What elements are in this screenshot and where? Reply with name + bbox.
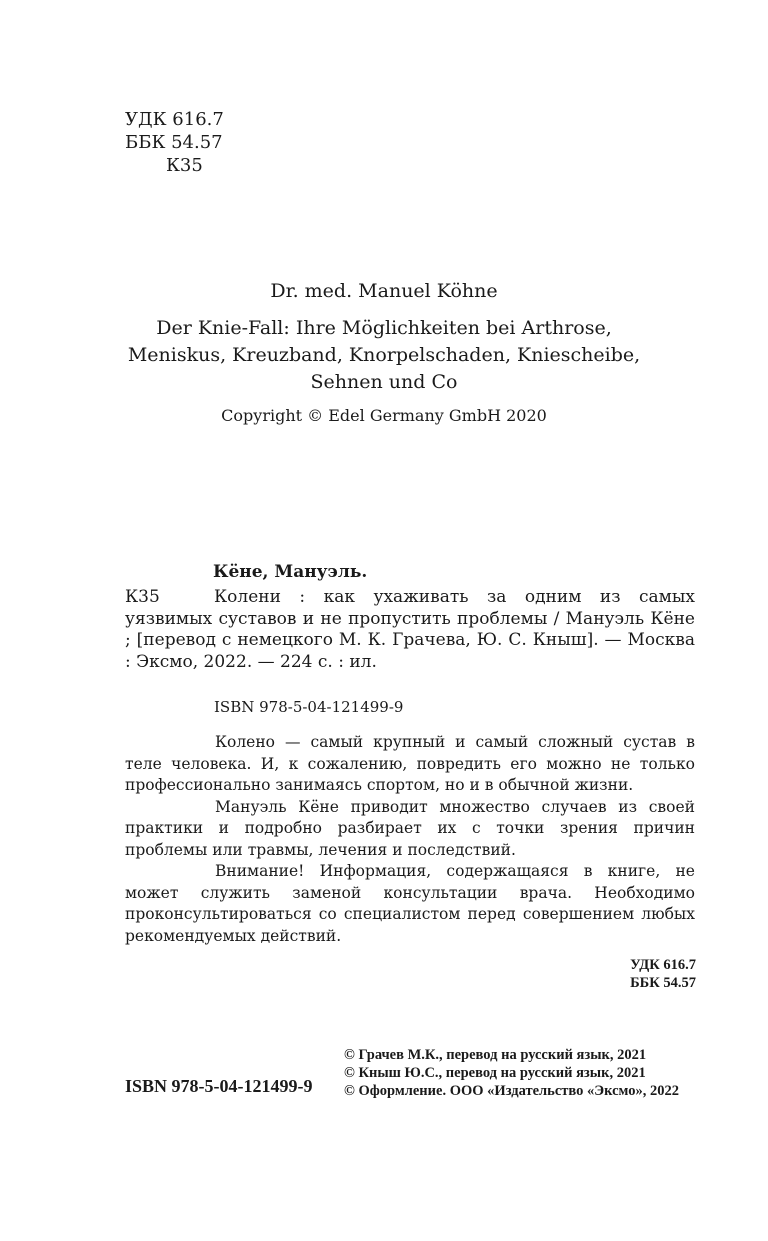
udk-code: УДК 616.7	[125, 109, 224, 130]
original-copyright: Copyright © Edel Germany GmbH 2020	[221, 406, 547, 425]
footer-isbn: ISBN 978-5-04-121499-9	[125, 1076, 313, 1096]
original-edition	[0, 278, 768, 425]
footer-copyrights	[344, 1046, 679, 1100]
author-mark: К35	[166, 155, 203, 176]
copyright-line: © Грачев М.К., перевод на русский язык, 2021	[344, 1047, 647, 1063]
annotation	[125, 732, 695, 947]
annotation-paragraph: Внимание! Информация, содержащаяся в книге, не может служить заменой консультации врача. Необходимо проконсультироваться со специалистом перед совершением любых рекомендуемых действий.	[125, 862, 695, 945]
original-author: Dr. med. Manuel Köhne	[270, 280, 498, 302]
record-description: Колени : как ухаживать за одним из самых уязвимых суставов и не пропустить проблемы / Мануэль Кёне ; [перевод с немецкого М. К. Грачева, Ю. С. Кныш]. — Москва : Эксмо, 2022. — 224 с. : ил.	[125, 587, 695, 672]
annotation-paragraph: Мануэль Кёне приводит множество случаев из своей практики и подробно разбирает их с точки зрения причин проблемы или травмы, лечения и последствий.	[125, 797, 695, 859]
record-udk: УДК 616.7	[630, 957, 696, 973]
record-isbn: ISBN 978-5-04-121499-9	[214, 698, 404, 716]
copyright-line: © Кныш Ю.С., перевод на русский язык, 2021	[344, 1065, 646, 1081]
record-mark: К35	[125, 587, 160, 607]
record-bbk: ББК 54.57	[630, 975, 696, 991]
original-title-line-1: Der Knie-Fall: Ihre Möglichkeiten bei Arthrose,	[156, 317, 612, 339]
record-classification	[630, 956, 696, 992]
bbk-code: ББК 54.57	[125, 132, 223, 153]
copyright-line: © Оформление. ООО «Издательство «Эксмо», 2022	[344, 1083, 679, 1099]
original-title-line-2: Meniskus, Kreuzband, Knorpelschaden, Kniescheibe,	[127, 344, 641, 366]
record-author-heading: Кёне, Мануэль.	[213, 562, 368, 582]
annotation-paragraph: Колено — самый крупный и самый сложный сустав в теле человека. И, к сожалению, повредить его можно не только профессионально занимаясь спортом, но и в обычной жизни.	[125, 733, 695, 794]
original-title-line-3: Sehnen und Co	[310, 371, 458, 393]
classification-block	[125, 108, 224, 177]
